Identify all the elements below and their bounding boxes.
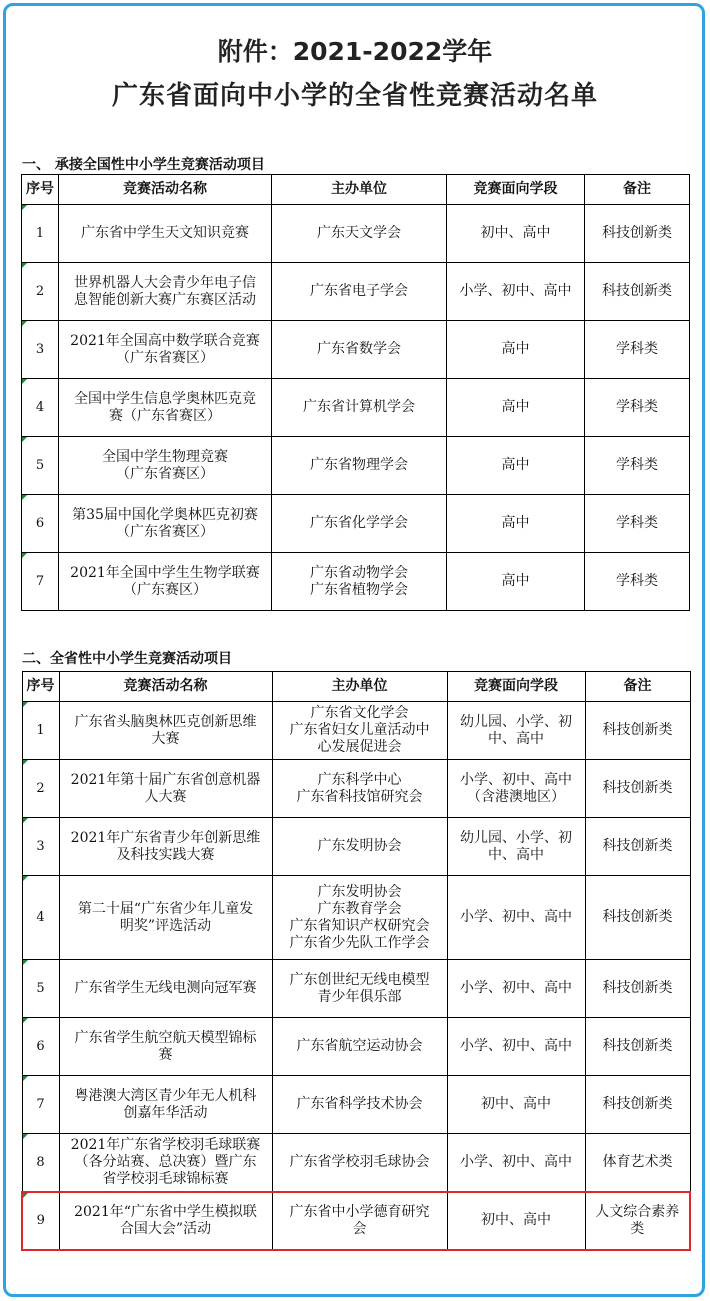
section2-table — [21, 671, 691, 1251]
row-number-text: 2 — [35, 284, 45, 299]
organizer — [272, 960, 447, 1018]
contest-name-text: 广东省学生无线电测向冠军赛 — [74, 980, 257, 996]
school-stage-text: 幼儿园、小学、初 中、高中 — [460, 829, 572, 863]
contest-name — [59, 379, 272, 437]
school-stage-text: 高中 — [501, 573, 530, 589]
organizer-text: 广东省物理学会 — [310, 457, 408, 473]
row-number-text: 7 — [36, 1097, 45, 1112]
organizer-text: 广东省化学学会 — [310, 515, 408, 531]
school-stage-text: 高中 — [501, 515, 530, 531]
category-note-text: 科技创新类 — [602, 980, 673, 996]
category-note-text: 学科类 — [616, 399, 658, 415]
table-row — [22, 553, 690, 611]
contest-name — [59, 1134, 272, 1192]
row-number — [22, 760, 59, 818]
contest-name-text: 2021年全国高中数学联合竞赛 （广东省赛区） — [70, 332, 260, 366]
row-number-text: 6 — [35, 516, 45, 531]
organizer — [272, 760, 447, 818]
section1-heading: 一、 承接全国性中小学生竞赛活动项目 — [22, 157, 265, 173]
category-note — [585, 702, 690, 760]
table-row — [22, 495, 690, 553]
row-number-text: 4 — [36, 910, 45, 925]
row-number — [22, 495, 59, 553]
row-number — [22, 321, 59, 379]
organizer — [272, 876, 447, 960]
organizer — [272, 495, 447, 553]
table-row — [22, 960, 690, 1018]
category-note-text: 科技创新类 — [602, 909, 673, 925]
contest-name-text: 2021年“广东省中学生模拟联 合国大会”活动 — [74, 1203, 257, 1237]
school-stage — [447, 702, 585, 760]
table-row — [22, 379, 690, 437]
row-number — [22, 263, 59, 321]
school-stage-text: 初中、高中 — [481, 1212, 551, 1228]
organizer — [272, 702, 447, 760]
row-number-text: 8 — [36, 1154, 45, 1170]
row-number — [22, 1076, 59, 1134]
category-note — [585, 205, 690, 263]
organizer — [272, 437, 447, 495]
row-number — [22, 553, 59, 611]
school-stage — [447, 1076, 585, 1134]
category-note — [585, 818, 690, 876]
column-header: 序号 — [22, 175, 59, 205]
category-note — [585, 321, 690, 379]
organizer — [272, 553, 447, 611]
column-header: 竞赛面向学段 — [447, 672, 585, 702]
row-number-text: 9 — [36, 1213, 45, 1228]
row-number — [22, 437, 59, 495]
row-number — [22, 876, 59, 960]
organizer — [272, 263, 447, 321]
table-row — [22, 760, 690, 818]
organizer-text: 广东省数学会 — [317, 341, 401, 357]
contest-name — [59, 437, 272, 495]
contest-name — [59, 1192, 272, 1250]
category-note-text: 学科类 — [616, 515, 658, 531]
contest-name — [59, 495, 272, 553]
school-stage — [447, 876, 585, 960]
row-number-text: 5 — [35, 458, 45, 473]
contest-name-text: 广东省学生航空航天模型锦标 赛 — [74, 1029, 257, 1063]
row-number — [22, 205, 59, 263]
row-number — [22, 702, 59, 760]
contest-name-text: 2021年广东省学校羽毛球联赛 （各分站赛、总决赛）暨广东 省学校羽毛球锦标赛 — [70, 1136, 261, 1187]
organizer-text: 广东创世纪无线电模型 青少年俱乐部 — [289, 971, 430, 1005]
category-note-text: 科技创新类 — [602, 283, 672, 299]
school-stage-text: 高中 — [501, 457, 530, 473]
category-note — [585, 1076, 690, 1134]
table-row — [22, 263, 690, 321]
table-row — [22, 205, 690, 263]
organizer-text: 广东省学校羽毛球协会 — [289, 1153, 430, 1170]
category-note — [585, 379, 690, 437]
school-stage — [447, 495, 585, 553]
school-stage-text: 小学、初中、高中 — [460, 980, 572, 996]
category-note — [585, 553, 690, 611]
organizer-text: 广东科学中心 广东省科技馆研究会 — [296, 771, 423, 805]
organizer — [272, 1192, 447, 1250]
table-row — [22, 702, 690, 760]
school-stage — [447, 321, 585, 379]
organizer — [272, 1076, 447, 1134]
organizer-text: 广东省动物学会 广东省植物学会 — [310, 564, 408, 598]
table-header-row — [22, 175, 690, 205]
row-number-text: 2 — [36, 781, 45, 796]
row-number — [22, 1134, 59, 1192]
organizer-text: 广东省航空运动协会 — [296, 1038, 423, 1054]
school-stage-text: 小学、初中、高中 （含港澳地区） — [460, 771, 572, 805]
organizer-text: 广东省文化学会 广东省妇女儿童活动中 心发展促进会 — [289, 705, 430, 755]
contest-name-text: 第二十届“广东省少年儿童发 明奖”评选活动 — [77, 900, 254, 934]
organizer-text: 广东省计算机学会 — [303, 399, 415, 415]
school-stage — [447, 818, 585, 876]
organizer — [272, 379, 447, 437]
organizer-text: 广东发明协会 — [317, 838, 402, 854]
organizer — [272, 205, 447, 263]
row-number — [22, 379, 59, 437]
school-stage-text: 小学、初中、高中 — [459, 283, 572, 299]
column-header: 竞赛活动名称 — [59, 175, 272, 205]
organizer-text: 广东省科学技术协会 — [296, 1096, 423, 1112]
contest-name — [59, 205, 272, 263]
table-row — [22, 1134, 690, 1192]
category-note-text: 科技创新类 — [602, 722, 673, 738]
row-number-text: 6 — [36, 1039, 45, 1054]
category-note-text: 学科类 — [616, 341, 658, 357]
row-number — [22, 960, 59, 1018]
category-note-text: 人文综合素养 类 — [595, 1203, 680, 1237]
school-stage — [447, 437, 585, 495]
column-header: 主办单位 — [272, 672, 447, 702]
table-row — [22, 1192, 690, 1250]
contest-name-text: 粤港澳大湾区青少年无人机科 创嘉年华活动 — [74, 1087, 257, 1121]
row-number-text: 1 — [35, 226, 45, 241]
category-note-text: 科技创新类 — [602, 225, 672, 241]
school-stage-text: 小学、初中、高中 — [460, 1038, 572, 1054]
contest-name-text: 全国中学生物理竞赛 （广东省赛区） — [102, 448, 228, 482]
contest-name-text: 世界机器人大会青少年电子信 息智能创新大赛广东赛区活动 — [74, 274, 256, 308]
school-stage — [447, 379, 585, 437]
row-number-text: 3 — [36, 839, 45, 854]
school-stage-text: 高中 — [501, 399, 530, 415]
contest-name-text: 2021年第十届广东省创意机器 人大赛 — [70, 771, 261, 805]
contest-name — [59, 960, 272, 1018]
contest-name — [59, 321, 272, 379]
category-note — [585, 263, 690, 321]
category-note-text: 学科类 — [616, 573, 658, 589]
school-stage-text: 初中、高中 — [481, 1096, 551, 1112]
organizer — [272, 1018, 447, 1076]
category-note — [585, 760, 690, 818]
school-stage — [447, 960, 585, 1018]
contest-name-text: 全国中学生信息学奥林匹克竞 赛（广东省赛区） — [74, 390, 256, 424]
row-number-text: 3 — [35, 342, 45, 357]
category-note — [585, 437, 690, 495]
page-title-line2: 广东省面向中小学的全省性竞赛活动名单 — [111, 81, 598, 111]
category-note — [585, 876, 690, 960]
row-number — [22, 1192, 59, 1250]
row-number — [22, 1018, 59, 1076]
school-stage — [447, 1018, 585, 1076]
category-note-text: 科技创新类 — [602, 780, 673, 796]
school-stage-text: 高中 — [501, 341, 530, 357]
column-header: 备注 — [585, 672, 690, 702]
category-note-text: 体育艺术类 — [602, 1153, 673, 1170]
table-row — [22, 321, 690, 379]
school-stage — [447, 263, 585, 321]
category-note — [585, 1018, 690, 1076]
table-row — [22, 1076, 690, 1134]
organizer-text: 广东发明协会 广东教育学会 广东省知识产权研究会 广东省少先队工作学会 — [289, 883, 430, 951]
row-number-text: 7 — [35, 574, 45, 589]
table-header-row — [22, 672, 690, 702]
category-note-text: 科技创新类 — [602, 1038, 673, 1054]
column-header: 备注 — [585, 175, 690, 205]
school-stage-text: 小学、初中、高中 — [460, 1153, 572, 1170]
column-header: 竞赛活动名称 — [59, 672, 272, 702]
table-row — [22, 876, 690, 960]
column-header: 竞赛面向学段 — [447, 175, 585, 205]
school-stage — [447, 1192, 585, 1250]
organizer-text: 广东天文学会 — [317, 225, 401, 241]
category-note — [585, 1192, 690, 1250]
contest-name-text: 广东省中学生天文知识竞赛 — [81, 225, 249, 241]
school-stage — [447, 205, 585, 263]
row-number — [22, 818, 59, 876]
row-number-text: 5 — [36, 981, 45, 996]
row-number-text: 4 — [35, 400, 45, 415]
column-header: 序号 — [22, 672, 59, 702]
row-number-text: 1 — [36, 723, 45, 738]
contest-name-text: 2021年全国中学生生物学联赛 （广东赛区） — [70, 564, 260, 598]
table-row — [22, 1018, 690, 1076]
contest-name — [59, 818, 272, 876]
category-note-text: 科技创新类 — [602, 838, 673, 854]
category-note — [585, 1134, 690, 1192]
organizer-text: 广东省电子学会 — [310, 283, 408, 299]
contest-name-text: 第35届中国化学奥林匹克初赛 （广东省赛区） — [72, 506, 258, 540]
table-row — [22, 818, 690, 876]
school-stage-text: 幼儿园、小学、初 中、高中 — [460, 713, 572, 747]
contest-name — [59, 1018, 272, 1076]
organizer — [272, 321, 447, 379]
contest-name — [59, 1076, 272, 1134]
category-note-text: 学科类 — [616, 457, 658, 473]
column-header: 主办单位 — [272, 175, 447, 205]
contest-name — [59, 702, 272, 760]
organizer-text: 广东省中小学德育研究 会 — [289, 1203, 430, 1237]
contest-name — [59, 876, 272, 960]
contest-name — [59, 263, 272, 321]
school-stage — [447, 760, 585, 818]
table-row — [22, 437, 690, 495]
contest-name-text: 2021年广东省青少年创新思维 及科技实践大赛 — [70, 829, 261, 863]
organizer — [272, 1134, 447, 1192]
school-stage-text: 初中、高中 — [480, 225, 551, 241]
organizer — [272, 818, 447, 876]
category-note-text: 科技创新类 — [602, 1096, 673, 1112]
section2-heading: 二、全省性中小学生竞赛活动项目 — [22, 651, 232, 667]
school-stage — [447, 1134, 585, 1192]
school-stage-text: 小学、初中、高中 — [460, 909, 572, 925]
category-note — [585, 960, 690, 1018]
page-title-line1: 附件：2021-2022学年 — [217, 37, 493, 66]
section1-table — [21, 174, 690, 611]
contest-name-text: 广东省头脑奥林匹克创新思维 大赛 — [74, 713, 257, 747]
contest-name — [59, 760, 272, 818]
school-stage — [447, 553, 585, 611]
category-note — [585, 495, 690, 553]
contest-name — [59, 553, 272, 611]
